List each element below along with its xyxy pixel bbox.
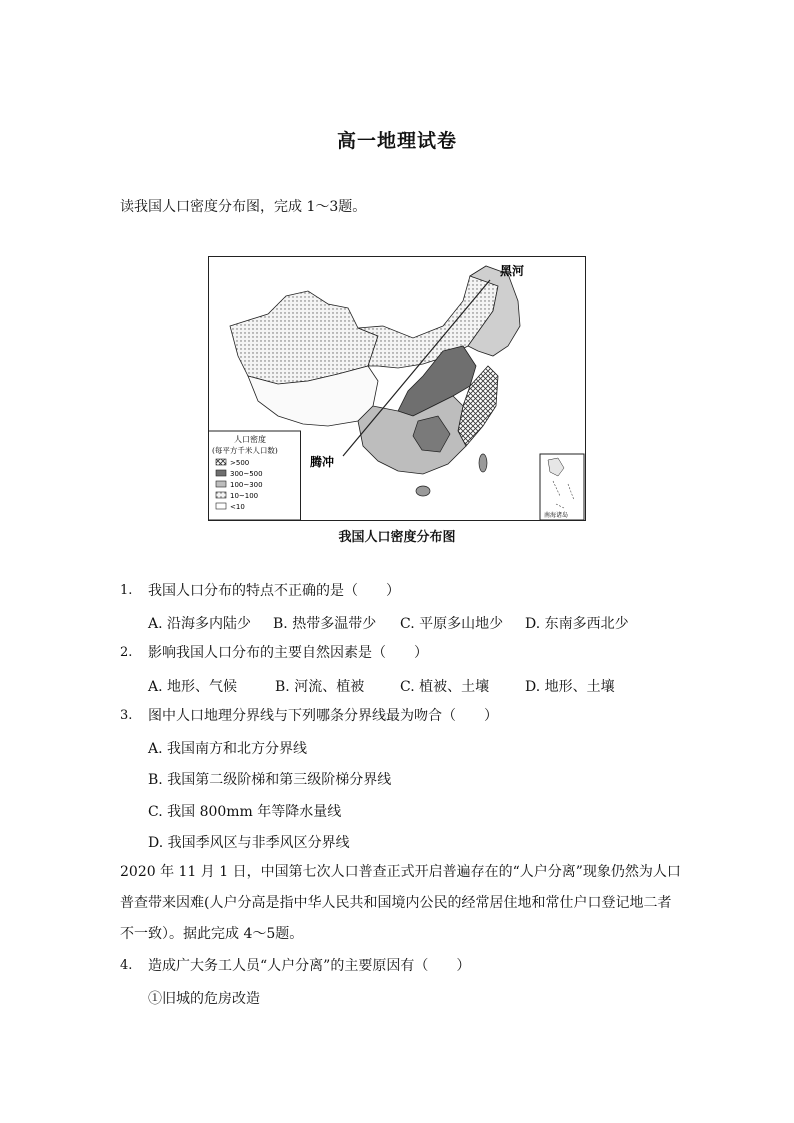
question-3-text: 图中人口地理分界线与下列哪条分界线最为吻合（ ）	[148, 708, 498, 724]
question-4-number: 4.	[120, 958, 133, 973]
region-taiwan	[479, 454, 487, 472]
svg-text:10~100: 10~100	[230, 492, 259, 500]
population-density-map	[208, 256, 586, 521]
question-1-number: 1.	[120, 583, 133, 598]
label-heihe: 黑河	[500, 264, 525, 278]
question-1-text: 我国人口分布的特点不正确的是（ ）	[148, 583, 400, 599]
svg-text:>500: >500	[230, 459, 250, 467]
question-3-option-a: A. 我国南方和北方分界线	[148, 741, 308, 757]
question-1-option-c: C. 平原多山地少	[400, 616, 504, 632]
question-4-text: 造成广大务工人员“人户分离”的主要原因有（ ）	[148, 958, 471, 974]
question-1-option-b: B. 热带多温带少	[273, 616, 377, 632]
label-tengchong: 腾冲	[310, 455, 335, 469]
map-caption: 我国人口密度分布图	[338, 530, 456, 545]
question-4-item-1: ①旧城的危房改造	[148, 991, 260, 1007]
question-3-option-b: B. 我国第二级阶梯和第三级阶梯分界线	[148, 772, 392, 788]
region-hainan	[416, 486, 430, 496]
question-2-number: 2.	[120, 645, 133, 660]
intro-text: 读我国人口密度分布图，完成 1～3题。	[120, 199, 367, 215]
question-2-option-a: A. 地形、气候	[148, 679, 238, 695]
question-2-option-c: C. 植被、土壤	[400, 679, 490, 695]
page-title: 高一地理试卷	[336, 130, 457, 152]
map-legend	[209, 431, 301, 520]
svg-text:人口密度: 人口密度	[234, 435, 266, 444]
intro2-line-1: 2020 年 11 月 1 日，中国第七次人口普查正式开启普遍存在的“人户分离”现象仍然为人口	[120, 864, 681, 880]
question-3-option-d: D. 我国季风区与非季风区分界线	[148, 835, 350, 851]
question-1-option-a: A. 沿海多内陆少	[148, 616, 252, 632]
question-3-number: 3.	[120, 708, 133, 723]
svg-text:100~300: 100~300	[230, 481, 263, 489]
svg-text:<10: <10	[230, 503, 245, 511]
svg-text:300~500: 300~500	[230, 470, 263, 478]
intro2-line-3: 不一致）。据此完成 4～5题。	[120, 926, 304, 942]
question-3-option-c: C. 我国 800mm 年等降水量线	[148, 804, 342, 820]
svg-text:南海诸岛: 南海诸岛	[544, 512, 569, 519]
question-1-option-d: D. 东南多西北少	[525, 616, 629, 632]
question-2-option-d: D. 地形、土壤	[525, 679, 615, 695]
question-2-text: 影响我国人口分布的主要自然因素是（ ）	[148, 645, 428, 661]
intro2-line-2: 普查带来因难(人户分高是指中华人民共和国境内公民的经常居住地和常仕户口登记地二者	[120, 895, 672, 911]
question-2-option-b: B. 河流、植被	[275, 679, 365, 695]
svg-text:(每平方千米人口数): (每平方千米人口数)	[212, 446, 278, 455]
south-china-sea-inset	[540, 454, 584, 520]
